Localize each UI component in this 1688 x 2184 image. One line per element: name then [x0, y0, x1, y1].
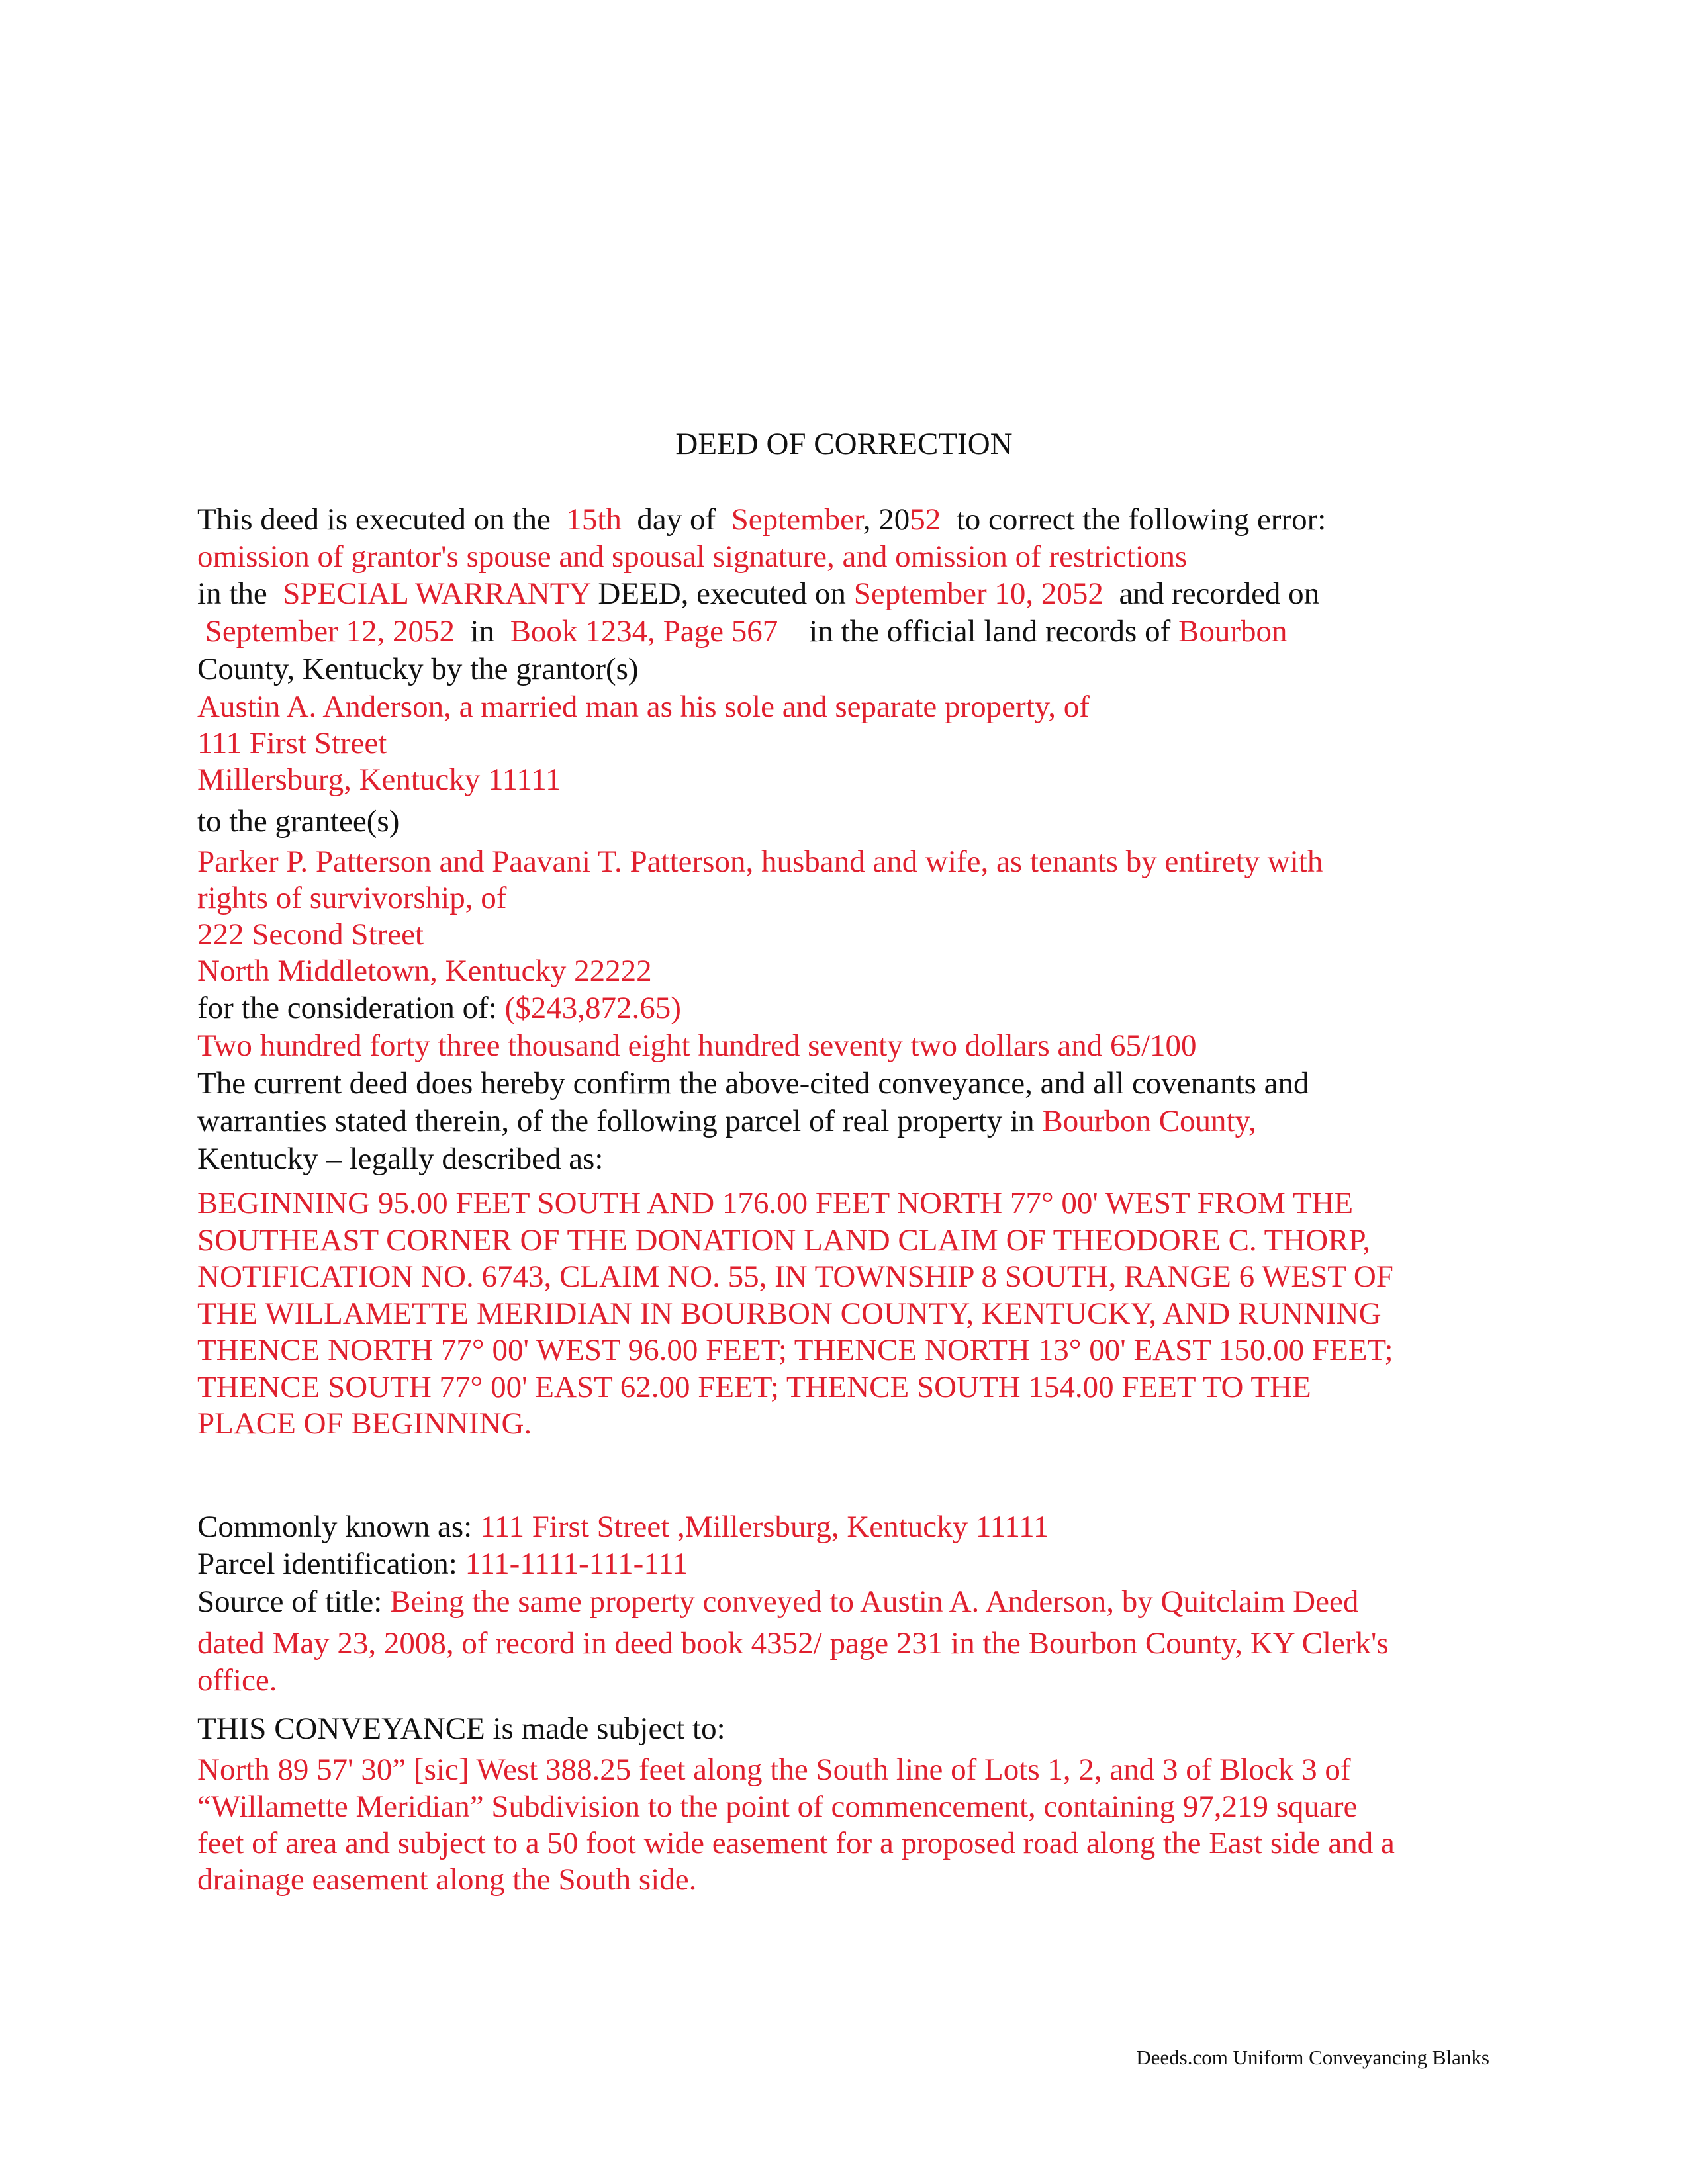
legal-description-line: PLACE OF BEGINNING.	[197, 1406, 532, 1441]
intro-text-2: day of	[637, 502, 716, 537]
source-label: Source of title:	[197, 1584, 383, 1619]
source-line-2: dated May 23, 2008, of record in deed book 4352/ page 231 in the Bourbon County, KY Clerk's	[197, 1626, 1389, 1661]
grantee-line-4: North Middletown, Kentucky 22222	[197, 954, 652, 988]
parcel-line	[197, 1549, 688, 1580]
original-deed-line-2	[197, 616, 1288, 647]
parcel-value: 111-1111-111-111	[465, 1547, 688, 1581]
execution-day: 15th	[566, 502, 622, 537]
known-as-line	[197, 1512, 1049, 1543]
deed-text-4: in	[470, 614, 495, 649]
executed-date: September 10, 2052	[853, 576, 1103, 611]
year-prefix: , 20	[863, 502, 910, 537]
intro-text-1: This deed is executed on the	[197, 502, 551, 537]
confirmation-county: Bourbon County,	[1042, 1104, 1256, 1138]
legal-description-line: THENCE NORTH 77° 00' WEST 96.00 FEET; THENCE NORTH 13° 00' EAST 150.00 FEET;	[197, 1333, 1393, 1367]
deed-text-2: DEED, executed on	[598, 576, 846, 611]
consideration-words: Two hundred forty three thousand eight hundred seventy two dollars and 65/100	[197, 1028, 1197, 1063]
book-page: Book 1234, Page 567	[510, 614, 778, 649]
deed-type: SPECIAL WARRANTY	[283, 576, 590, 611]
legal-description-line: NOTIFICATION NO. 6743, CLAIM NO. 55, IN TOWNSHIP 8 SOUTH, RANGE 6 WEST OF	[197, 1259, 1393, 1294]
confirmation-line-3: Kentucky – legally described as:	[197, 1142, 604, 1176]
legal-description-line: BEGINNING 95.00 FEET SOUTH AND 176.00 FEET NORTH 77° 00' WEST FROM THE	[197, 1186, 1354, 1220]
confirmation-text: warranties stated therein, of the following parcel of real property in	[197, 1104, 1035, 1138]
document-title: DEED OF CORRECTION	[675, 427, 1013, 461]
source-value: Being the same property conveyed to Austin A. Anderson, by Quitclaim Deed	[390, 1584, 1359, 1619]
source-line	[197, 1586, 1358, 1617]
subject-to-line: feet of area and subject to a 50 foot wide easement for a proposed road along the East side and a	[197, 1826, 1395, 1860]
grantor-line-1: Austin A. Anderson, a married man as his sole and separate property, of	[197, 690, 1090, 724]
deed-text-5: in the official land records of	[809, 614, 1171, 649]
legal-description-line: THE WILLAMETTE MERIDIAN IN BOURBON COUNTY, KENTUCKY, AND RUNNING	[197, 1297, 1382, 1331]
deed-county: Bourbon	[1178, 614, 1288, 649]
consideration-amount: ($243,872.65)	[504, 991, 681, 1025]
grantee-line-3: 222 Second Street	[197, 917, 424, 952]
grantee-line-1: Parker P. Patterson and Paavani T. Patterson, husband and wife, as tenants by entirety with	[197, 844, 1323, 879]
grantor-line-2: 111 First Street	[197, 726, 387, 760]
consideration-line	[197, 993, 681, 1024]
grantor-label: County, Kentucky by the grantor(s)	[197, 652, 639, 686]
known-as-label: Commonly known as:	[197, 1510, 473, 1544]
original-deed-line-1	[197, 578, 1319, 610]
intro-line	[197, 504, 1326, 535]
intro-text-3: to correct the following error:	[956, 502, 1327, 537]
confirmation-line-1: The current deed does hereby confirm the above-cited conveyance, and all covenants and	[197, 1066, 1309, 1101]
recorded-date: September 12, 2052	[205, 614, 455, 649]
error-description: omission of grantor's spouse and spousal signature, and omission of restrictions	[197, 539, 1188, 574]
confirmation-line-2	[197, 1106, 1256, 1137]
subject-to-line: “Willamette Meridian” Subdivision to the point of commencement, containing 97,219 square	[197, 1790, 1358, 1824]
grantor-line-3: Millersburg, Kentucky 11111	[197, 762, 561, 797]
year-suffix: 52	[910, 502, 941, 537]
subject-to-line: North 89 57' 30” [sic] West 388.25 feet along the South line of Lots 1, 2, and 3 of Block 3 of	[197, 1752, 1351, 1787]
footer-text: Deeds.com Uniform Conveyancing Blanks	[1136, 2046, 1489, 2069]
execution-month: September	[731, 502, 863, 537]
consideration-label: for the consideration of:	[197, 991, 497, 1025]
source-line-3: office.	[197, 1663, 277, 1698]
subject-to-line: drainage easement along the South side.	[197, 1862, 697, 1897]
grantee-label: to the grantee(s)	[197, 804, 400, 839]
deed-text-3: and recorded on	[1119, 576, 1320, 611]
known-as-value: 111 First Street ,Millersburg, Kentucky 11111	[479, 1510, 1049, 1544]
deed-text-1: in the	[197, 576, 267, 611]
subject-to-label: THIS CONVEYANCE is made subject to:	[197, 1711, 726, 1746]
legal-description-line: SOUTHEAST CORNER OF THE DONATION LAND CLAIM OF THEODORE C. THORP,	[197, 1223, 1371, 1257]
legal-description-line: THENCE SOUTH 77° 00' EAST 62.00 FEET; THENCE SOUTH 154.00 FEET TO THE	[197, 1370, 1311, 1404]
parcel-label: Parcel identification:	[197, 1547, 457, 1581]
grantee-line-2: rights of survivorship, of	[197, 881, 507, 915]
